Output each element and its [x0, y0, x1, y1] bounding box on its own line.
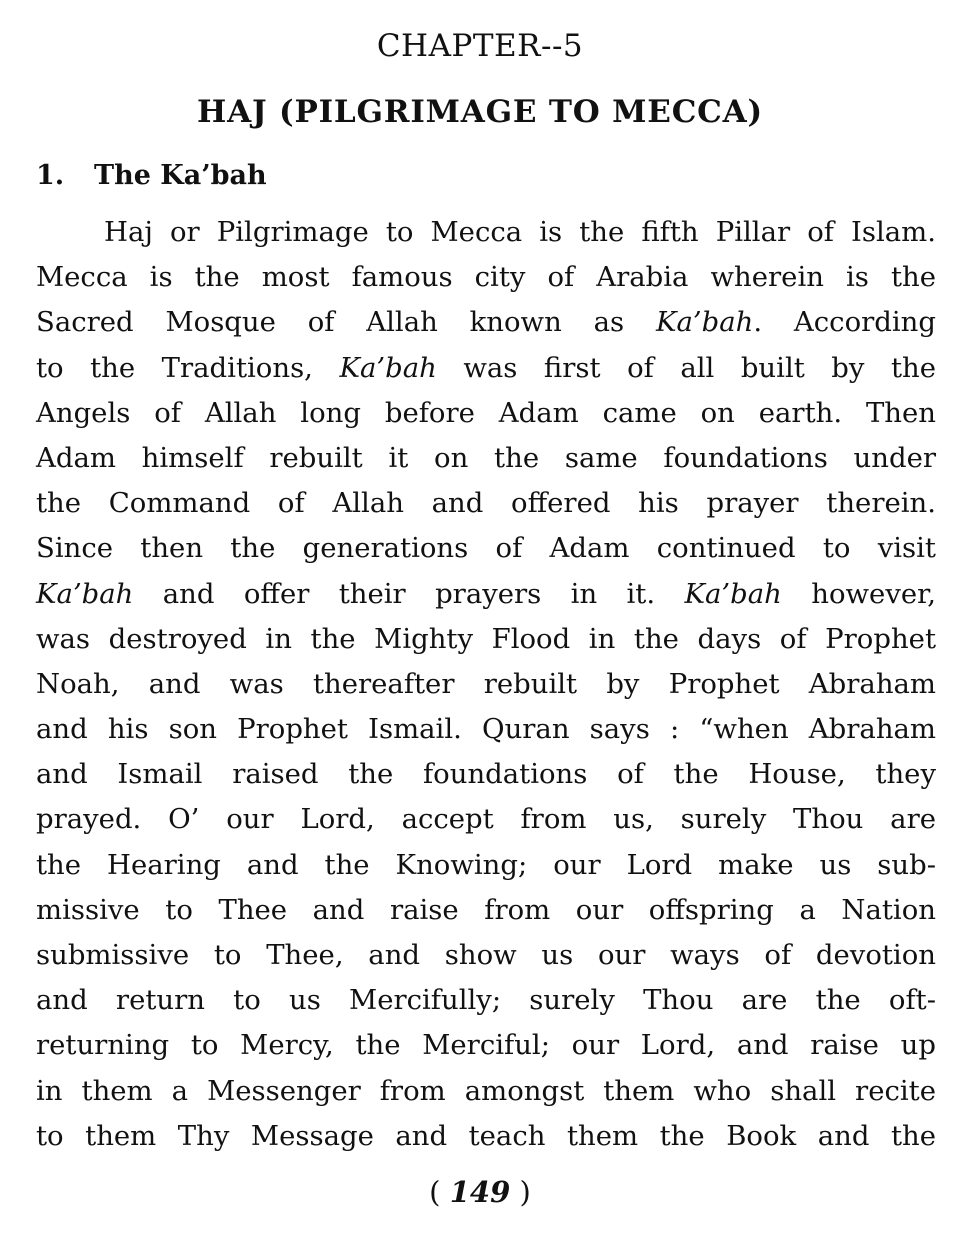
- text-line: Angels of Allah long before Adam came on earth. Then: [36, 396, 936, 429]
- chapter-heading: CHAPTER--5: [376, 28, 584, 64]
- text-line: Haj or Pilgrimage to Mecca is the fifth Pillar of Islam.: [104, 216, 936, 248]
- text-line: missive to Thee and raise from our offspring a Nation: [36, 893, 936, 926]
- text-line: was destroyed in the Mighty Flood in the days of Prophet: [36, 622, 936, 655]
- text-line: and return to us Mercifully; surely Thou are the oft-: [36, 984, 936, 1017]
- text-line: Mecca is the most famous city of Arabia wherein is the: [36, 261, 936, 294]
- text-line: and Ismail raised the foundations of the House, they: [36, 758, 936, 791]
- text-line: Ka’bah and offer their prayers in it. Ka’bah however,: [36, 577, 936, 610]
- text-line: in them a Messenger from amongst them who shall recite: [36, 1074, 936, 1107]
- page-number: ( 149 ): [429, 1175, 531, 1209]
- text-line: to them Thy Message and teach them the Book and the: [36, 1119, 936, 1152]
- section-heading: [36, 160, 267, 191]
- text-line: Sacred Mosque of Allah known as Ka’bah. According: [36, 306, 936, 339]
- text-line: returning to Mercy, the Merciful; our Lord, and raise up: [36, 1029, 936, 1062]
- text-line: prayed. O’ our Lord, accept from us, surely Thou are: [36, 803, 936, 836]
- text-line: Adam himself rebuilt it on the same foundations under: [36, 441, 936, 474]
- text-line: the Command of Allah and offered his prayer therein.: [36, 487, 936, 520]
- section-number: 1.: [36, 160, 65, 191]
- text-line: and his son Prophet Ismail. Quran says : “when Abraham: [36, 713, 936, 746]
- text-line: the Hearing and the Knowing; our Lord make us sub-: [36, 848, 936, 881]
- text-line: Since then the generations of Adam continued to visit: [36, 532, 936, 565]
- body-text: [36, 210, 936, 1159]
- text-line: to the Traditions, Ka’bah was first of all built by the: [36, 351, 936, 384]
- section-title: The Ka’bah: [94, 160, 267, 191]
- text-line: submissive to Thee, and show us our ways of devotion: [36, 939, 936, 971]
- chapter-title: HAJ (PILGRIMAGE TO MECCA): [197, 94, 763, 130]
- text-line: Noah, and was thereafter rebuilt by Prophet Abraham: [36, 667, 936, 700]
